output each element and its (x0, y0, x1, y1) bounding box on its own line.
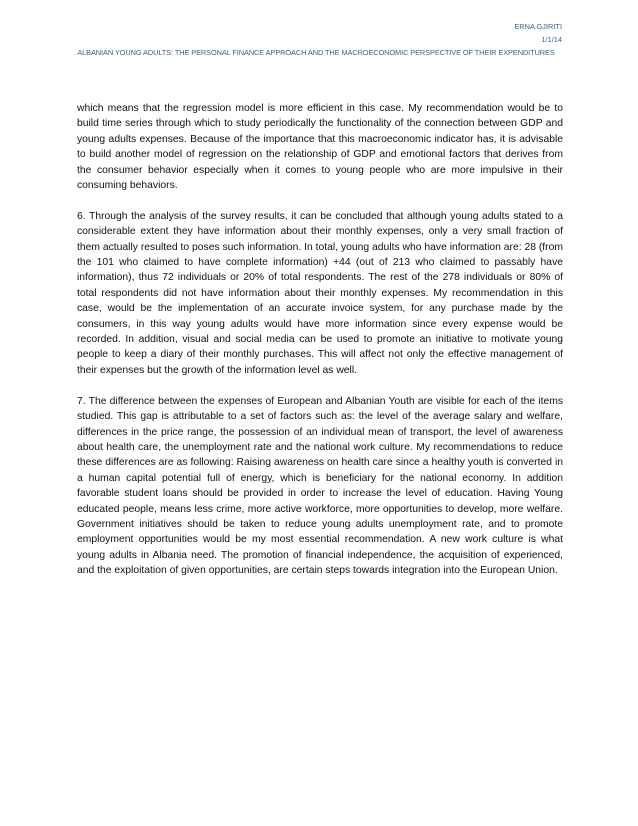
document-body (77, 101, 563, 594)
paragraph-continuation: which means that the regression model is more efficient in this case. My recommendation would be to build time series through which to study periodically the functionality of the connection between GDP and young adults expenses. Because of the importance that this macroeconomic indicator has, it is advisable to build another model of regression on the relationship of GDP and emotional factors that derives from the consumer behavior especially when it comes to young people who are more impulsive in their consuming behaviors. (77, 103, 563, 192)
page-header (70, 20, 562, 59)
header-title: ALBANIAN YOUNG ADULTS: THE PERSONAL FINANCE APPROACH AND THE MACROECONOMIC PERSPECTIVE OF THEIR EXPENDITURES (77, 48, 555, 57)
header-date: 1/1/14 (541, 35, 562, 44)
paragraph-item-7: 7. The difference between the expenses of European and Albanian Youth are visible for each of the items studied. This gap is attributable to a set of factors such as: the level of the average salary and welfare, differences in the price range, the possession of an individual mean of transport, the level of awareness about health care, the unemployment rate and the national work culture. My recommendations to reduce these differences are as following: Raising awareness on health care since a healthy youth is converted in a human capital potential full of energy, which is beneficiary for the national economy. In addition favorable student loans should be provided in order to increase the level of education. Having Young educated people, means less crime, more active workforce, more opportunities to develop, more welfare. Government initiatives should be taken to reduce young adults unemployment rate, and to promote employment opportunities would be my most essential recommendation. A new work culture is what young adults in Albania need. The promotion of financial independence, the acquisition of experienced, and the exploitation of given opportunities, are certain steps towards integration into the European Union. (77, 395, 563, 577)
header-author: ERNA GJIRITI (514, 22, 562, 31)
paragraph-item-6: 6. Through the analysis of the survey results, it can be concluded that although young adults stated to a considerable extent they have information about their monthly expenses, only a very small fraction of them actually resulted to poses such information. In total, young adults who have information are: 28 (from the 101 who claimed to have complete information) +44 (out of 213 who claimed to passably have information), thus 72 individuals or 20% of total respondents. The rest of the 278 individuals or 80% of total respondents did not have information about their monthly expenses. My recommendation in this case, would be the implementation of an accurate invoice system, for any purchase made by the consumers, in this way young adults would have more information since every expense would be recorded. In addition, visual and social media can be used to promote an initiative to motivate young people to keep a diary of their monthly purchases. This will affect not only the effective management of their expenses but the growth of the information level as well. (77, 210, 563, 376)
